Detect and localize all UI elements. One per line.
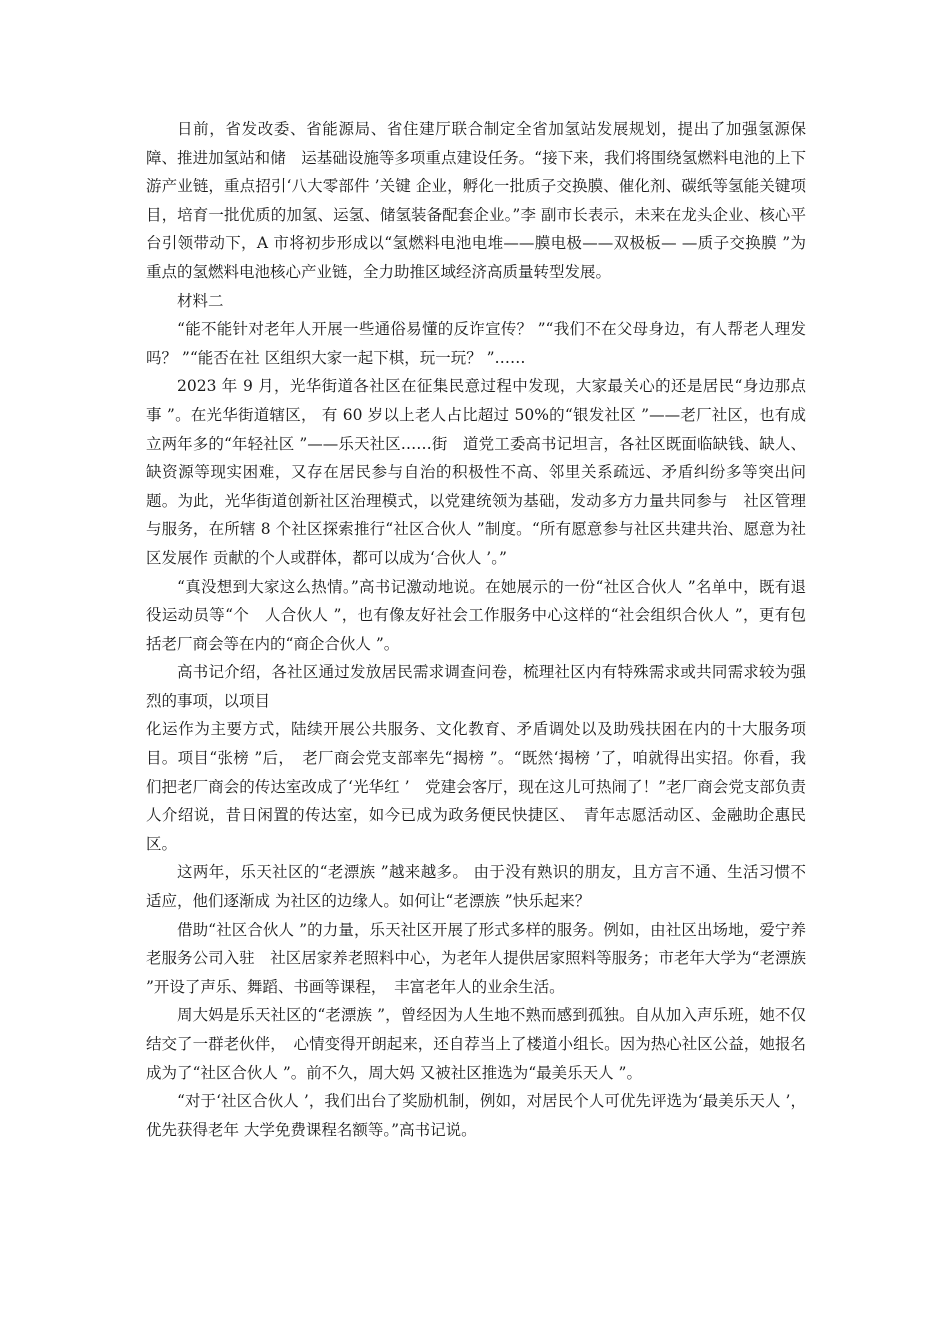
paragraph-survey-intro: 高书记介绍，各社区通过发放居民需求调查问卷，梳理社区内有特殊需求或共同需求较为强烈的事项，以项目 — [146, 663, 806, 710]
paragraph-service-projects: 化运作为主要方式，陆续开展公共服务、文化教育、矛盾调处以及助残扶困在内的十大服务项目。项目“张榜 ”后， 老厂商会党支部率先“揭榜 ”。“既然‘揭榜 ’了，咱就得出实招。你看，我们把老厂商会的传达室改成了‘光华红 ’ 党建会客厅，现在这儿可热闹了！”老厂商会党支部负责人介绍说，昔日闲置的传达室，如今已成为政务便民快捷区、 青年志愿活动区、金融助企惠民区。 — [146, 720, 806, 853]
paragraph-letian-services: 借助“社区合伙人 ”的力量，乐天社区开展了形式多样的服务。例如，由社区出场地，爱宁养老服务公司入驻 社区居家养老照料中心，为老年人提供居家照料等服务；市老年大学为“老漂族 ”开设了声乐、舞蹈、书画等课程， 丰富老年人的业余生活。 — [146, 920, 806, 996]
paragraph-hydrogen-plan: 日前，省发改委、省能源局、省住建厅联合制定全省加氢站发展规划，提出了加强氢源保障、推进加氢站和储 运基础设施等多项重点建设任务。“接下来，我们将围绕氢燃料电池的上下游产业链，重点招引‘八大零部件 ’关键 企业，孵化一批质子交换膜、催化剂、碳纸等氢能关键项目，培育一批优质的加氢、运氢、储氢装备配套企业。”李 副市长表示，未来在龙头企业、核心平台引领带动下，A 市将初步形成以“氢燃料电池电堆——膜电极——双极板— —质子交换膜 ”为重点的氢燃料电池核心产业链，全力助推区域经济高质量转型发展。 — [146, 120, 806, 281]
paragraph-resident-questions: “能不能针对老年人开展一些通俗易懂的反诈宣传？ ”“我们不在父母身边，有人帮老人理发吗？ ”“能否在社 区组织大家一起下棋，玩一玩？ ”…… — [146, 320, 806, 367]
paragraph-reward-mechanism: “对于‘社区合伙人 ’，我们出台了奖励机制，例如，对居民个人可优先评选为‘最美乐天人 ’，优先获得老年 大学免费课程名额等。”高书记说。 — [146, 1092, 806, 1139]
paragraph-aunt-zhou: 周大妈是乐天社区的“老漂族 ”，曾经因为人生地不熟而感到孤独。自从加入声乐班，她不仅结交了一群老伙伴， 心情变得开朗起来，还自荐当上了楼道小组长。因为热心社区公益，她报名成为了“社区合伙人 ”。前不久，周大妈 又被社区推选为“最美乐天人 ”。 — [146, 1006, 806, 1082]
paragraph-elderly-migrants: 这两年，乐天社区的“老漂族 ”越来越多。 由于没有熟识的朋友，且方言不通、生活习惯不适应，他们逐渐成 为社区的边缘人。如何让“老漂族 ”快乐起来？ — [146, 863, 806, 911]
paragraph-partner-list: “真没想到大家这么热情。”高书记激动地说。在她展示的一份“社区合伙人 ”名单中，既有退役运动员等“个 人合伙人 ”，也有像友好社会工作服务中心这样的“社会组织合伙人 ”，更有包括老厂商会等在内的“商企合伙人 ”。 — [146, 577, 806, 653]
document-body — [146, 115, 806, 1144]
section-heading-material-two: 材料二 — [177, 291, 224, 310]
paragraph-guanghua-street: 2023 年 9 月，光华街道各社区在征集民意过程中发现，大家最关心的还是居民“身边那点事 ”。在光华街道辖区， 有 60 岁以上老人占比超过 50%的“银发社区 ”——老厂社区，也有成立两年多的“年轻社区 ”——乐天社区……街 道党工委高书记坦言，各社区既面临缺钱、缺人、缺资源等现实困难，又存在居民参与自治的积极性不高、邻里关系疏远、矛盾纠纷多等突出问题。为此，光华街道创新社区治理模式，以党建统领为基础，发动多方力量共同参与 社区管理与服务，在所辖 8 个社区探索推行“社区合伙人 ”制度。“所有愿意参与社区共建共治、愿意为社区发展作 贡献的个人或群体，都可以成为‘合伙人 ’。” — [146, 377, 806, 567]
